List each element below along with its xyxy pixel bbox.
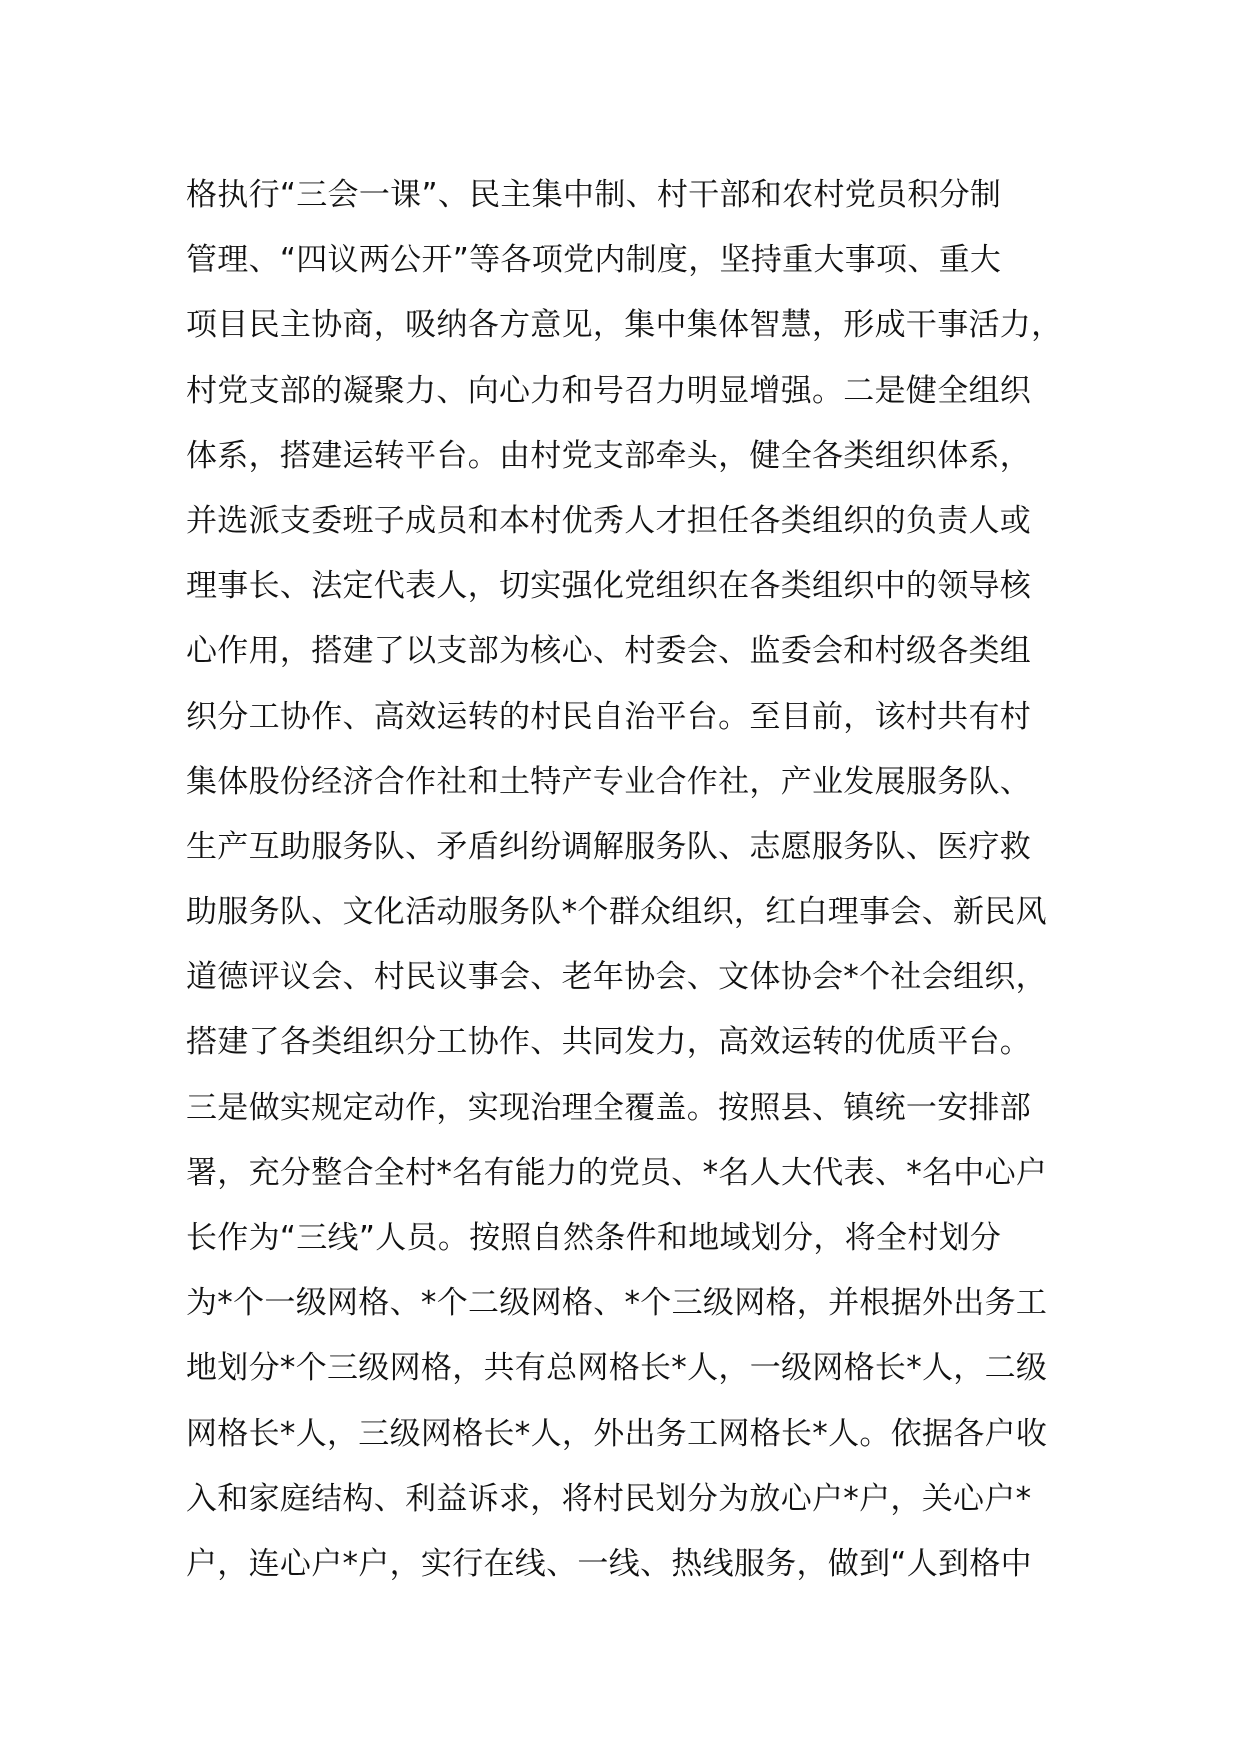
text-line: 理事长、法定代表人，切实强化党组织在各类组织中的领导核	[186, 568, 1032, 605]
text-line: 长作为“三线”人员。按照自然条件和地域划分，将全村划分	[186, 1220, 1002, 1256]
text-line: 署，充分整合全村*名有能力的党员、*名人大代表、*名中心户	[186, 1154, 1048, 1191]
text-line: 入和家庭结构、利益诉求，将村民划分为放心户*户，关心户*	[186, 1480, 1032, 1517]
text-line: 村党支部的凝聚力、向心力和号召力明显增强。二是健全组织	[186, 372, 1032, 409]
text-line: 搭建了各类组织分工协作、共同发力，高效运转的优质平台。	[186, 1024, 1032, 1061]
text-line: 心作用，搭建了以支部为核心、村委会、监委会和村级各类组	[186, 633, 1032, 670]
text-line: 管理、“四议两公开”等各项党内制度，坚持重大事项、重大	[186, 242, 1002, 279]
text-line: 助服务队、文化活动服务队*个群众组织，红白理事会、新民风	[186, 894, 1047, 931]
text-line: 并选派支委班子成员和本村优秀人才担任各类组织的负责人或	[186, 502, 1032, 539]
text-line: 织分工协作、高效运转的村民自治平台。至目前，该村共有村	[186, 698, 1032, 735]
text-line: 为*个一级网格、*个二级网格、*个三级网格，并根据外出务工	[186, 1285, 1048, 1322]
text-line: 道德评议会、村民议事会、老年协会、文体协会*个社会组织，	[186, 959, 1047, 996]
text-line: 项目民主协商，吸纳各方意见，集中集体智慧，形成干事活力，	[186, 307, 1063, 344]
text-line: 户，连心户*户，实行在线、一线、热线服务，做到“人到格中	[186, 1545, 1032, 1582]
text-line: 地划分*个三级网格，共有总网格长*人，一级网格长*人，二级	[186, 1350, 1048, 1387]
text-line: 格执行“三会一课”、民主集中制、村干部和农村党员积分制	[186, 177, 1002, 213]
text-line: 网格长*人，三级网格长*人，外出务工网格长*人。依据各户收	[186, 1415, 1048, 1452]
text-line: 体系，搭建运转平台。由村党支部牵头，健全各类组织体系，	[186, 437, 1032, 474]
text-line: 生产互助服务队、矛盾纠纷调解服务队、志愿服务队、医疗救	[186, 828, 1032, 865]
body-text	[186, 163, 1086, 1597]
text-line: 集体股份经济合作社和土特产专业合作社，产业发展服务队、	[186, 763, 1032, 800]
text-line: 三是做实规定动作，实现治理全覆盖。按照县、镇统一安排部	[186, 1089, 1032, 1126]
